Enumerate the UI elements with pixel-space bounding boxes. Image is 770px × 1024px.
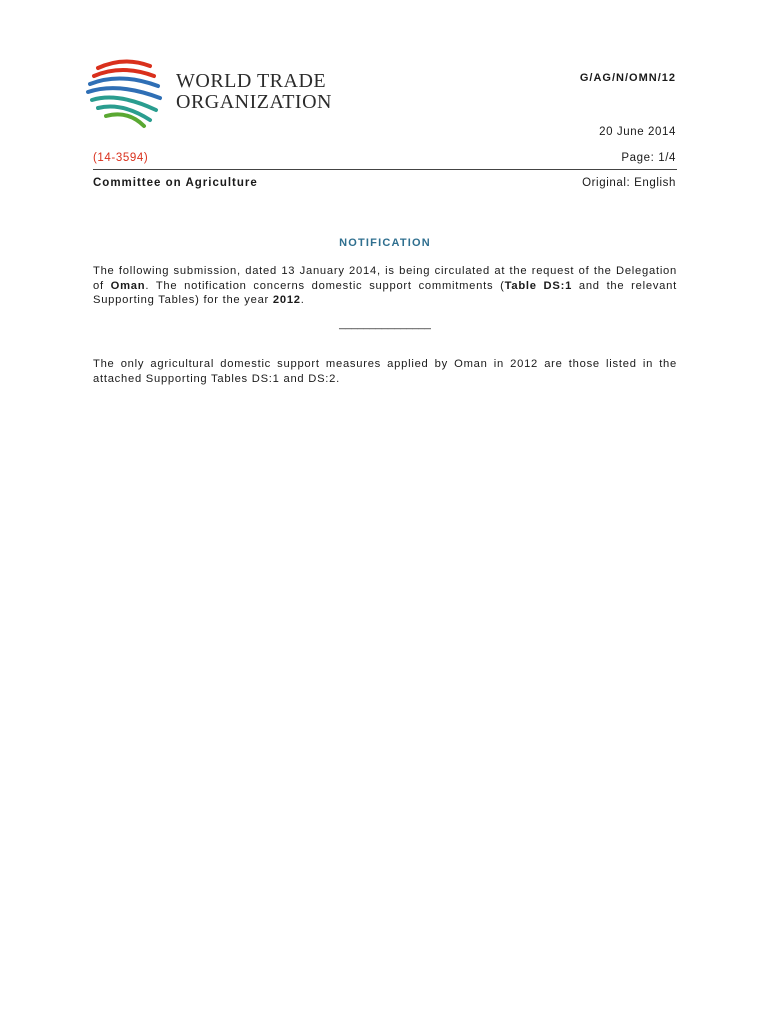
para1-text-1: The following submission, dated 13 January 2014, is being circulated at the request of the Delegation of bbox=[93, 265, 677, 292]
document-symbol: G/AG/N/OMN/12 bbox=[579, 72, 676, 84]
para1-text-2: . The notification concerns domestic support commitments ( bbox=[145, 279, 505, 292]
notification-paragraph-2: The only agricultural domestic support measures applied by Oman in 2012 are those listed in the attached Supporting Tables DS:1 and DS:2. bbox=[93, 358, 677, 385]
original-language: Original: English bbox=[582, 177, 676, 189]
section-separator: _______________ bbox=[339, 318, 431, 330]
header-divider bbox=[93, 169, 677, 170]
document-date: 20 June 2014 bbox=[599, 126, 676, 138]
committee-name: Committee on Agriculture bbox=[93, 177, 258, 189]
para1-bold-country: Oman bbox=[110, 279, 146, 292]
document-reference: (14-3594) bbox=[93, 152, 149, 164]
para1-bold-table: Table DS:1 bbox=[504, 279, 573, 292]
logo-wordmark bbox=[176, 71, 332, 113]
logo-line-1: WORLD TRADE bbox=[176, 70, 327, 92]
notification-paragraph-1 bbox=[93, 264, 677, 308]
wto-logo bbox=[84, 58, 334, 128]
page-number: Page: 1/4 bbox=[621, 152, 676, 164]
para1-bold-year: 2012 bbox=[272, 294, 301, 307]
para1-text-3: and the relevant Supporting Tables) for the year bbox=[93, 279, 677, 307]
logo-line-2: ORGANIZATION bbox=[176, 91, 332, 113]
para1-text-4: . bbox=[300, 294, 305, 307]
notification-heading: NOTIFICATION bbox=[339, 237, 431, 249]
wto-logo-icon bbox=[84, 58, 168, 130]
